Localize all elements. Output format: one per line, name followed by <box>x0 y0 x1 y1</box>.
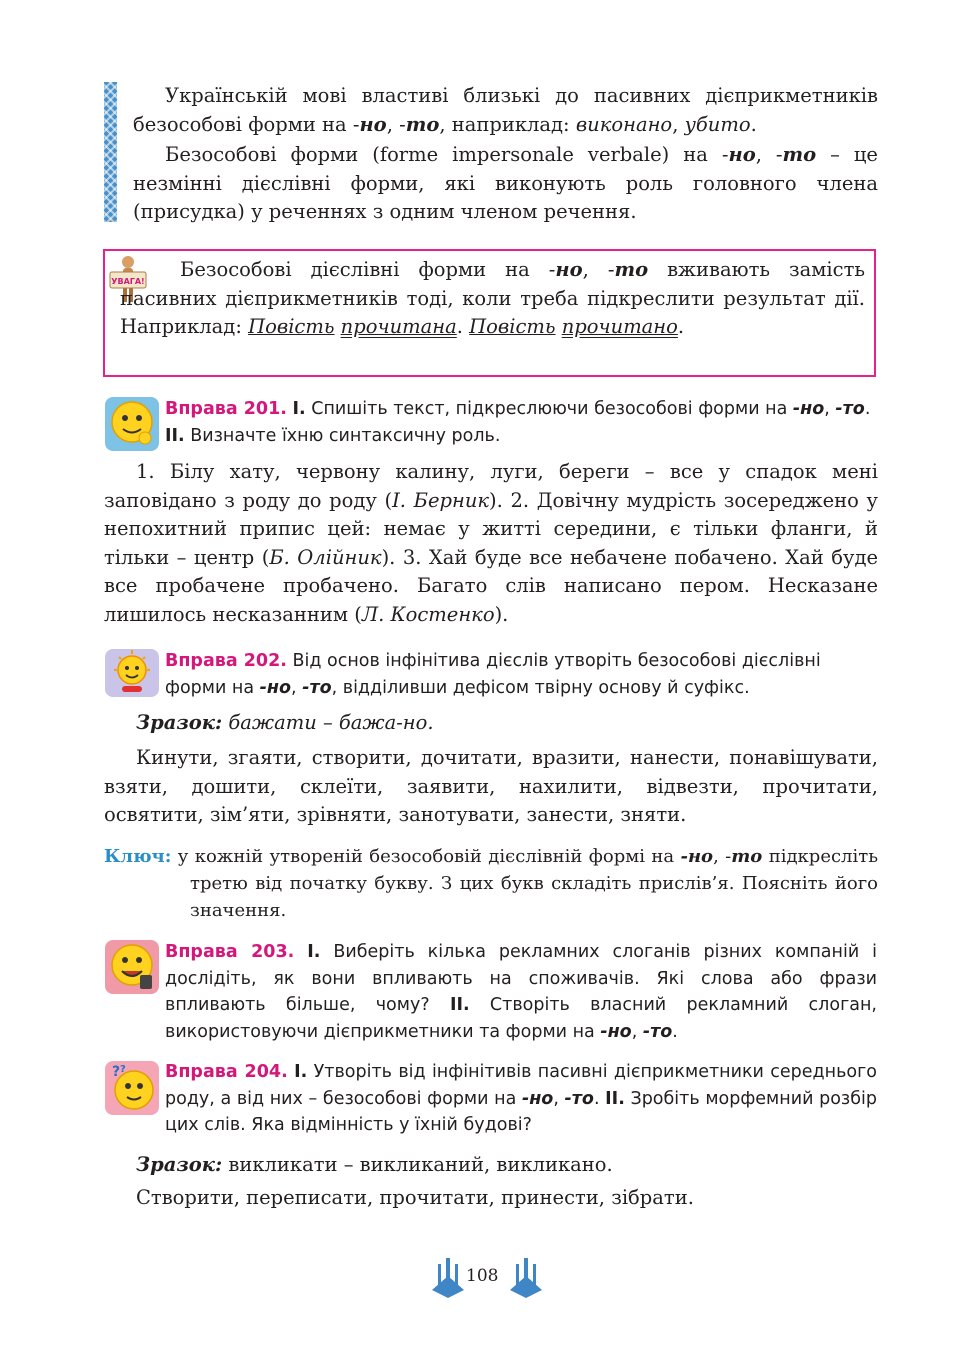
exercise-202-task: Вправа 202. Від основ інфінітива дієслів утворіть безособові дієслівні форми на -но, -то, відділивши дефісом твірну основу й суфікс. <box>165 651 821 698</box>
exercise-201-text: 1. Білу хату, червону калину, луги, береги – все у спадок мені заповідано з роду до роду (І. Берник). 2. Довічну мудрість зосереджено у непохитний припис цей: немає у житті середини, є тільки фланги, й тільки – центр (Б. Олійник). 3. Хай буде все небачене побачено. Хай буде все пробачене пробачено. Багато слів написано пером. Несказане лишилось несказанним (Л. Костенко). <box>104 460 878 626</box>
svg-text:?: ? <box>112 1064 121 1080</box>
intro-section <box>133 82 878 227</box>
attention-text: Безособові дієслівні форми на -но, -то вживають замість пасивних дієприкметників тоді, коли треба підкреслити результат дії. Наприклад: Повість прочитана. Повість прочитано. <box>120 258 865 338</box>
exercise-203-task: Вправа 203. I. Виберіть кілька рекламних слоганів різних компаній і дослідіть, як вони впливають на споживачів. Які слова або фрази впливають більше, чому? II. Створіть власний рекламний слоган, використовуючи дієприкметники та форми на -но, -то. <box>165 942 877 1042</box>
page-number: 108 <box>466 1266 499 1286</box>
phone-smiley-icon <box>104 939 160 995</box>
footer-ornament-left-icon <box>428 1256 468 1298</box>
exercise-204-task: Вправа 204. I. Утворіть від інфінітивів пасивні дієприкметники середнього роду, а від них – безособові форми на -но, -то. II. Зробіть морфемний розбір цих слів. Яка відмінність у їхній будові? <box>165 1062 877 1135</box>
exercise-204-words: Створити, переписати, прочитати, принести, зібрати. <box>136 1186 694 1209</box>
exercise-204-sample: Зразок: викликати – викликаний, викликано. <box>136 1153 613 1176</box>
key-label: Ключ: <box>104 846 172 867</box>
question-smiley-icon <box>104 1060 160 1116</box>
ornament-band <box>104 82 117 222</box>
thinking-smiley-icon <box>104 396 160 452</box>
exercise-202-title: Вправа 202. <box>165 651 287 671</box>
exercise-202-words: Кинути, згаяти, створити, дочитати, вразити, нанести, понавішувати, взяти, дошити, склеїти, заявити, нахилити, відвезти, прочитати, освятити, зім’яти, зрівняти, занотувати, занести, зняти. <box>104 746 878 826</box>
exercise-202-key: Ключ: у кожній утвореній безособовій дієслівній формі на -но, -то підкресліть третю від початку букву. З цих букв складіть прислів’я. Поясніть його значення. <box>104 846 879 921</box>
exercise-203-title: Вправа 203. <box>165 942 295 962</box>
sun-smiley-icon <box>104 648 160 704</box>
intro-paragraph-2: Безособові форми (forme impersonale verbale) на -но, -то – це незмінні дієслівні форми, які виконують роль головного члена (присудка) у реченнях з одним членом речення. <box>133 143 878 223</box>
svg-text:УВАГА!: УВАГА! <box>111 277 145 286</box>
exercise-204-title: Вправа 204. <box>165 1062 288 1082</box>
exercise-201-title: Вправа 201. <box>165 399 287 419</box>
svg-text:?: ? <box>120 1064 126 1075</box>
intro-paragraph-1: Українській мові властиві близькі до пасивних дієприкметників безособові форми на -но, -то, наприклад: виконано, убито. <box>133 84 878 136</box>
exercise-201-task: Вправа 201. I. Спишіть текст, підкреслюючи безособові форми на -но, -то. II. Визначте їхню синтаксичну роль. <box>165 399 871 446</box>
exercise-202-sample: Зразок: бажати – бажа-но. <box>136 711 434 734</box>
footer-ornament-right-icon <box>506 1256 546 1298</box>
